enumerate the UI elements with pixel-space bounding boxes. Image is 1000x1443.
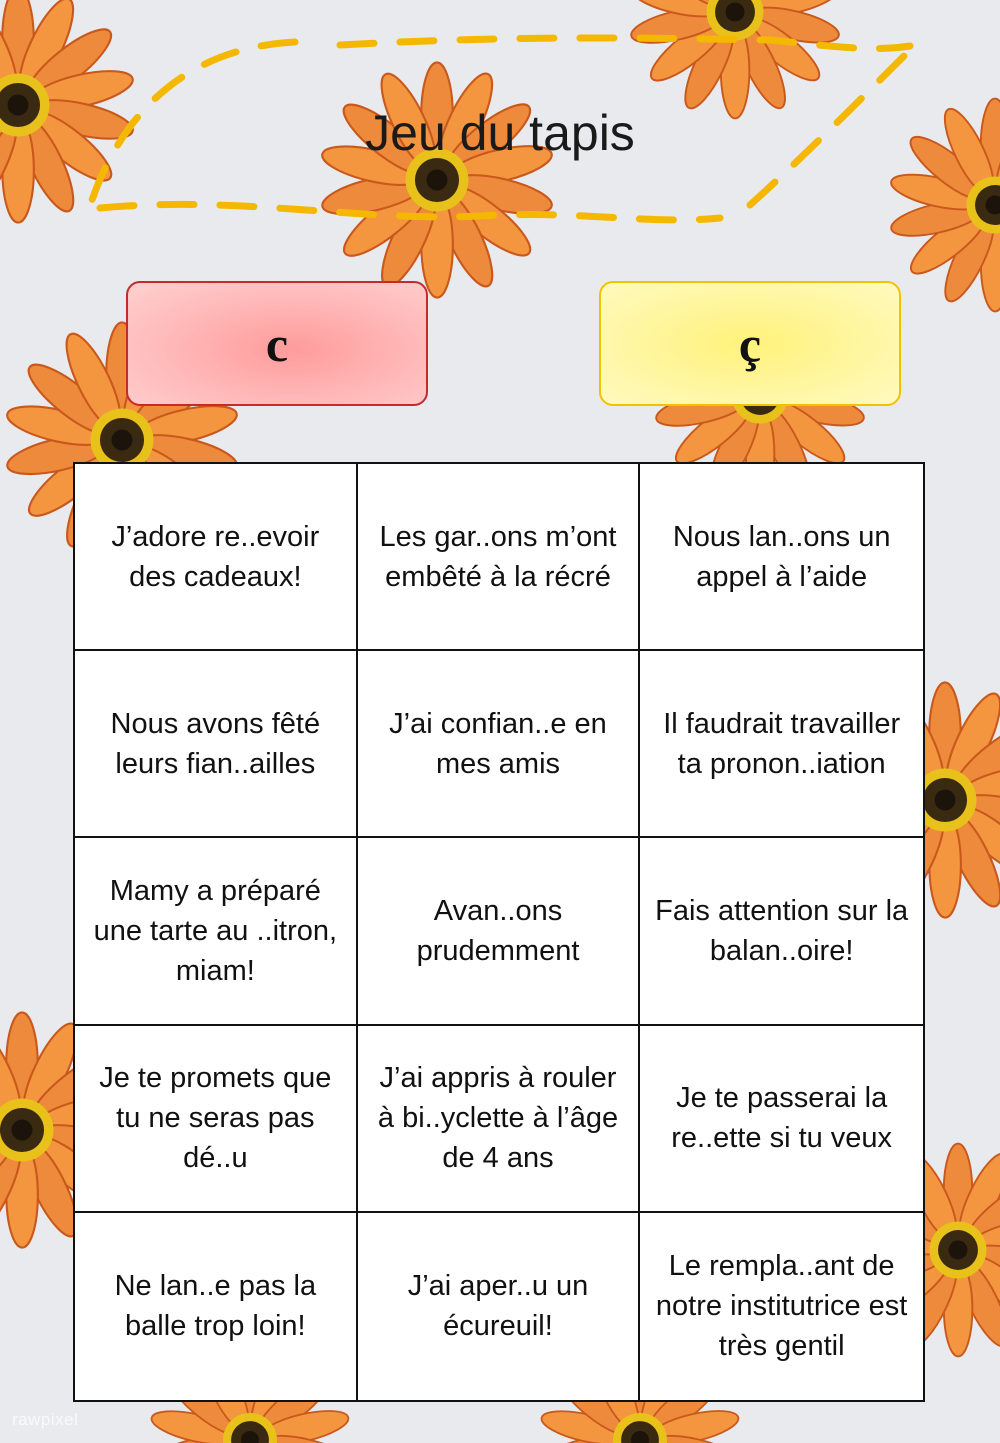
sentence-card[interactable]: Je te promets que tu ne seras pas dé..u [75, 1026, 358, 1213]
category-label: ç [738, 315, 762, 372]
sentence-card[interactable]: J’adore re..evoir des cadeaux! [75, 464, 358, 651]
sentence-card[interactable]: Il faudrait travailler ta pronon..iation [640, 651, 923, 838]
sentence-card[interactable]: Nous lan..ons un appel à l’aide [640, 464, 923, 651]
sentence-card[interactable]: Mamy a préparé une tarte au ..itron, miam! [75, 838, 358, 1025]
sentence-card[interactable]: Nous avons fêté leurs fian..ailles [75, 651, 358, 838]
watermark: rawpixel [12, 1410, 79, 1429]
category-label: c [265, 315, 289, 372]
sentence-card[interactable]: Avan..ons prudemment [358, 838, 641, 1025]
card-grid [73, 462, 925, 1402]
sentence-card[interactable]: J’ai appris à rouler à bi..yclette à l’âge de 4 ans [358, 1026, 641, 1213]
daisy-icon [319, 62, 555, 297]
page-title: Jeu du tapis [365, 105, 635, 161]
sentence-card[interactable]: Fais attention sur la balan..oire! [640, 838, 923, 1025]
sentence-card[interactable]: J’ai confian..e en mes amis [358, 651, 641, 838]
sentence-card[interactable]: Je te passerai la re..ette si tu veux [640, 1026, 923, 1213]
sentence-card[interactable]: Ne lan..e pas la balle trop loin! [75, 1213, 358, 1400]
category-box-c[interactable] [126, 281, 428, 406]
sentence-card[interactable]: Les gar..ons m’ont embêté à la récré [358, 464, 641, 651]
sentence-card[interactable]: J’ai aper..u un écureuil! [358, 1213, 641, 1400]
daisy-icon [628, 0, 842, 118]
sentence-card[interactable]: Le rempla..ant de notre institutrice est très gentil [640, 1213, 923, 1400]
category-box-c-cedilla[interactable] [599, 281, 901, 406]
